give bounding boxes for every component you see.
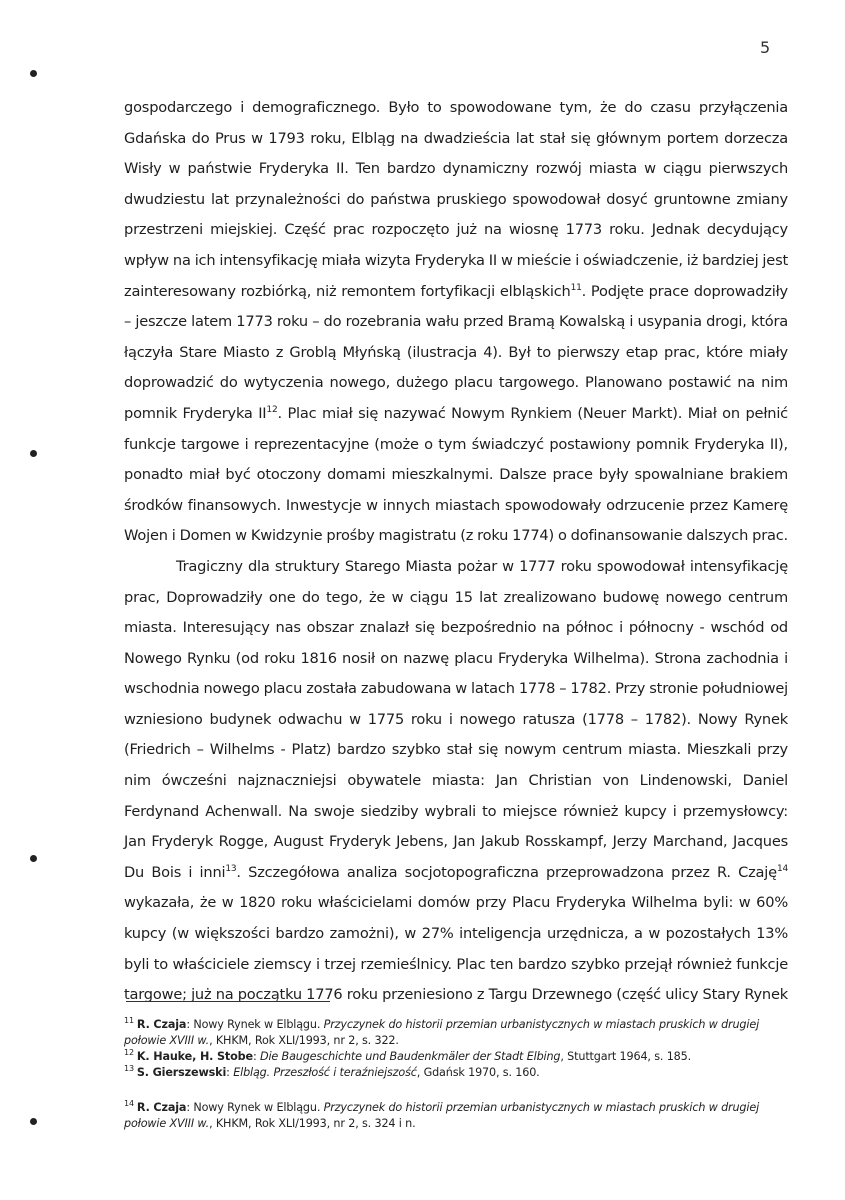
punch-hole-4 [30,1118,37,1125]
footnote-separator: : [226,1066,234,1079]
footnote-title: Przyczynek do historii przemian urbanistycznych w miastach pruskich w drugiej połowie XVIII w. [124,1101,760,1130]
footnote-number: 11 [124,1016,134,1026]
paragraph-1-text-a: gospodarczego i demograficznego. Było to spowodowane tym, że do czasu przyłączenia Gdańska do Prus w 1793 roku, Elbląg na dwadzieścia lat stał się głównym portem dorzecza Wisły w państwie Fryderyka II. Ten bardzo dynamiczny rozwój miasta w ciągu pierwszych dwudziestu lat przynależności do państwa pruskiego spowodował dosyć gruntowne zmiany przestrzeni miejskiej. Część prac rozpoczęto już na wiosnę 1773 roku. Jednak decydujący wpływ na ich intensyfikację miała wizyta Fryderyka II w mieście i oświadczenie, iż bardziej jest zainteresowany rozbiórką, niż remontem fortyfikacji elbląskich [124,99,788,300]
footnote-ref-13[interactable]: 13 [225,863,237,874]
paragraph-1-last-line: Wojen i Domen w Kwidzynie prośby magistratu (z roku 1774) o dofinansowanie dalszych prac. [124,527,788,545]
punch-hole-1 [30,70,37,77]
footnote-details: , Gdańsk 1970, s. 160. [416,1066,540,1079]
footnote-ref-12[interactable]: 12 [266,405,278,416]
page-number: 5 [760,38,771,57]
paragraph-1 [124,93,788,552]
footnote-number: 13 [124,1064,134,1074]
paragraph-2-text-c: wykazała, że w 1820 roku właścicielami domów przy Placu Fryderyka Wilhelma byli: w 60% kupcy (w większości bardzo zamożni), w 27% inteligencja urzędnicza, a w pozostałych 13% byli to właściciele ziemscy i trzej rzemieślnicy. Plac ten bardzo szybko przejął również funkcje targowe; już na początku 1776 roku przeniesiono z Targu Drzewnego (część ulicy Stary Rynek [124,894,788,1004]
footnote-title: Elbląg. Przeszłość i teraźniejszość [233,1066,417,1079]
footnote-details: , KHKM, Rok XLI/1993, nr 2, s. 322. [209,1034,399,1047]
footnote-author: S. Gierszewski [136,1066,227,1079]
footnote-details: , Stuttgart 1964, s. 185. [560,1050,692,1063]
footnote-13 [124,1065,790,1081]
footnote-author: K. Hauke, H. Stobe [136,1050,253,1063]
footnote-separator: : Nowy Rynek w Elblągu. [186,1101,324,1114]
footnote-ref-11[interactable]: 11 [570,282,582,293]
footnote-author: R. Czaja [136,1101,187,1114]
footnote-number: 14 [124,1099,134,1109]
footnote-12 [124,1049,790,1065]
paragraph-1-text-b: . Podjęte prace doprowadziły – jeszcze latem 1773 roku – do rozebrania wału przed Bramą Kowalską i usypania drogi, która łączyła Stare Miasto z Groblą Młyńską (ilustracja 4). Był to pierwszy etap prac, które miały doprowadzić do wytyczenia nowego, dużego placu targowego. Planowano postawić na nim pomnik Fryderyka II [124,282,788,422]
main-text [124,93,788,1011]
footnote-details: , KHKM, Rok XLI/1993, nr 2, s. 324 i n. [209,1117,416,1130]
paragraph-1-text-c: . Plac miał się nazywać Nowym Rynkiem (Neuer Markt). Miał on pełnić funkcje targowe i reprezentacyjne (może o tym świadczyć postawiony pomnik Fryderyka II), ponadto miał być otoczony domami mieszkalnymi. Dalsze prace były spowalniane brakiem środków finansowych. Inwestycje w innych miastach spowodowały odrzucenie przez Kamerę [124,404,788,514]
footnote-separator: : Nowy Rynek w Elblągu. [186,1018,324,1031]
footnote-ref-14[interactable]: 14 [776,863,788,874]
footnotes [124,1017,790,1132]
paragraph-2 [124,552,788,1011]
paragraph-2-text-b: . Szczegółowa analiza socjotopograficzna przeprowadzona przez R. Czaję [236,863,777,881]
footnote-divider [126,1001,330,1002]
footnote-separator: : [252,1050,260,1063]
footnote-author: R. Czaja [136,1018,187,1031]
footnote-number: 12 [124,1048,134,1058]
punch-hole-3 [30,855,37,862]
footnote-title: Die Baugeschichte und Baudenkmäler der Stadt Elbing [259,1050,561,1063]
footnote-title: Przyczynek do historii przemian urbanistycznych w miastach pruskich w drugiej połowie XVIII w. [124,1018,760,1047]
footnote-11 [124,1017,790,1049]
paragraph-2-text-a: Tragiczny dla struktury Starego Miasta pożar w 1777 roku spowodował intensyfikację prac, Doprowadziły one do tego, że w ciągu 15 lat zrealizowano budowę nowego centrum miasta. Interesujący nas obszar znalazł się bezpośrednio na północ i północny - wschód od Nowego Rynku (od roku 1816 nosił on nazwę placu Fryderyka Wilhelma). Strona zachodnia i wschodnia nowego placu została zabudowana w latach 1778 – 1782. Przy stronie południowej wzniesiono budynek odwachu w 1775 roku i nowego ratusza (1778 – 1782). Nowy Rynek (Friedrich – Wilhelms - Platz) bardzo szybko stał się nowym centrum miasta. Mieszkali przy nim ówcześni najznaczniejsi obywatele miasta: Jan Christian von Lindenowski, Daniel Ferdynand Achenwall. Na swoje siedziby wybrali to miejsce również kupcy i przemysłowcy: Jan Fryderyk Rogge, August Fryderyk Jebens, Jan Jakub Rosskampf, Jerzy Marchand, Jacques Du Bois i inni [124,557,788,881]
punch-hole-2 [30,450,37,457]
footnote-14 [124,1100,790,1132]
